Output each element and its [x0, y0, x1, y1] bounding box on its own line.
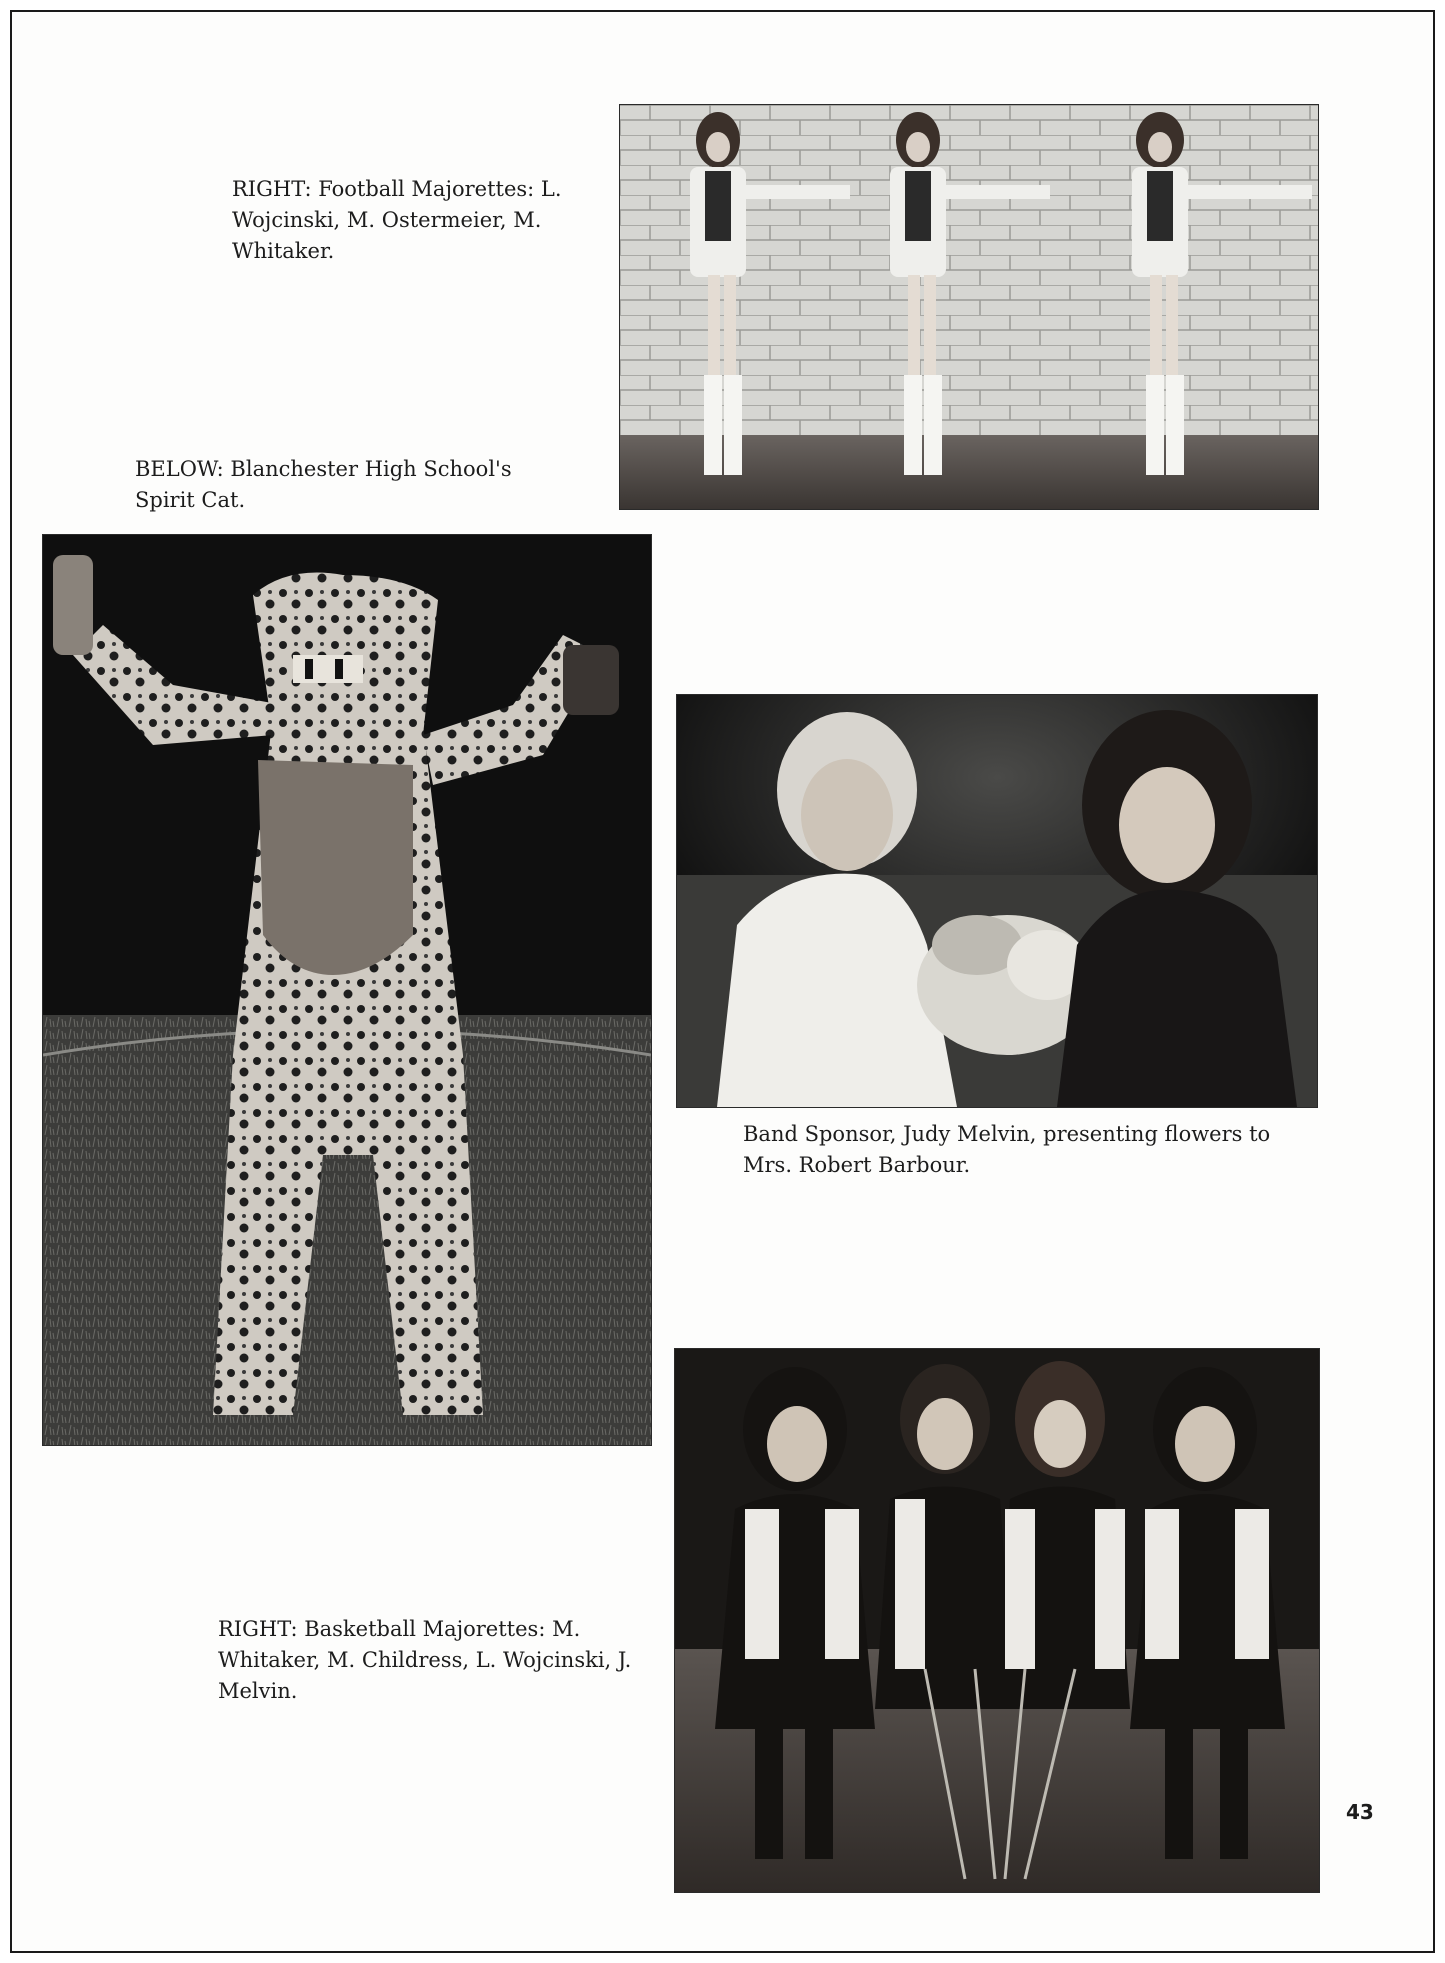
page-number: 43: [1346, 1800, 1374, 1824]
photo-spirit-cat: [42, 534, 652, 1446]
caption-football-majorettes: RIGHT: Football Majorettes: L. Wojcinski, M. Ostermeier, M. Whitaker.: [232, 177, 562, 263]
caption-basketball-majorettes: RIGHT: Basketball Majorettes: M. Whitaker, M. Childress, L. Wojcinski, J. Melvin.: [218, 1617, 632, 1703]
yearbook-page: [10, 10, 1435, 1953]
caption-spirit-cat: BELOW: Blanchester High School's Spirit Cat.: [135, 457, 512, 512]
photo-band-sponsor: [676, 694, 1318, 1108]
photo-football-majorettes: [619, 104, 1319, 510]
photo-basketball-majorettes: [674, 1348, 1320, 1893]
caption-band-sponsor: Band Sponsor, Judy Melvin, presenting flowers to Mrs. Robert Barbour.: [743, 1122, 1271, 1177]
